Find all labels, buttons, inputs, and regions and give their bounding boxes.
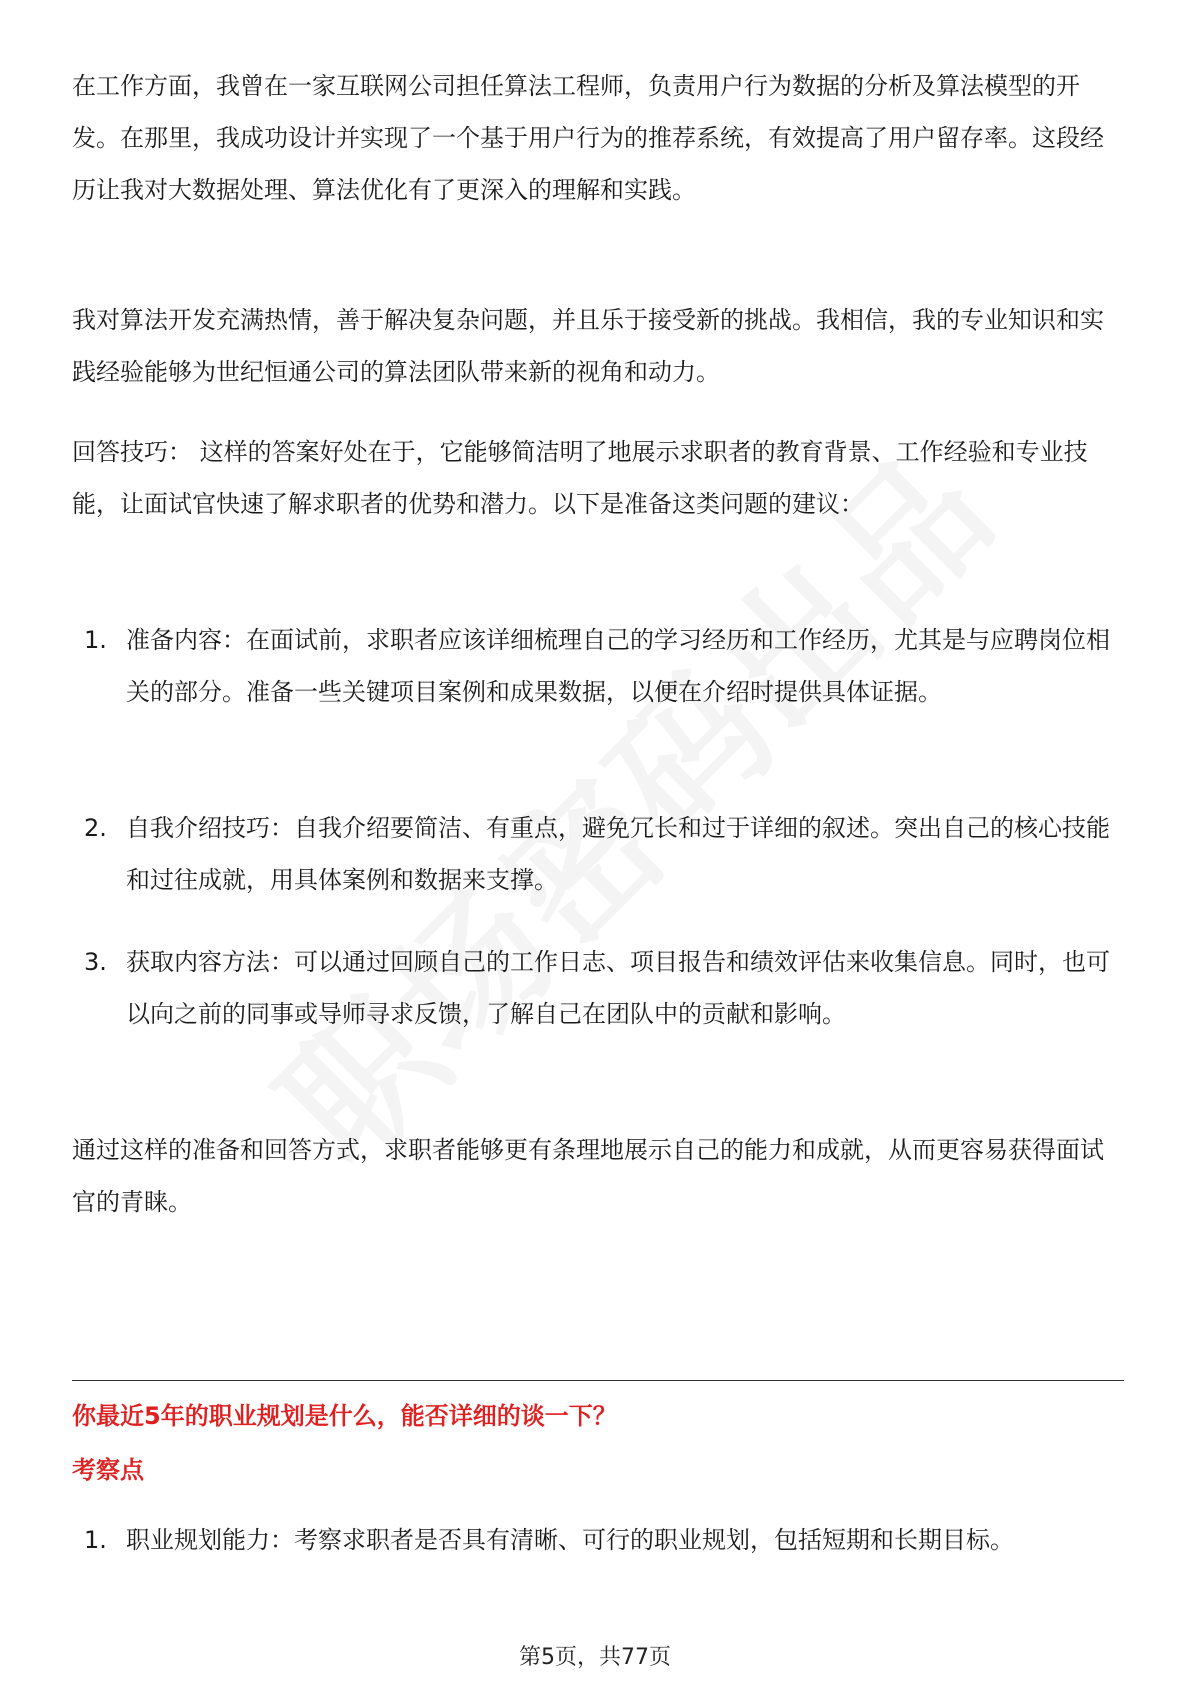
list-number: 1.: [84, 626, 107, 654]
list-text: 准备内容：在面试前，求职者应该详细梳理自己的学习经历和工作经历，尤其是与应聘岗位相关的部分。准备一些关键项目案例和成果数据，以便在介绍时提供具体证据。: [126, 626, 1110, 706]
paragraph-conclusion: 通过这样的准备和回答方式，求职者能够更有条理地展示自己的能力和成就，从而更容易获得面试官的青睐。: [72, 1136, 1104, 1216]
page-footer: 第5页，共77页: [519, 1645, 671, 1670]
paragraph-passion: 我对算法开发充满热情，善于解决复杂问题，并且乐于接受新的挑战。我相信，我的专业知识和实践经验能够为世纪恒通公司的算法团队带来新的视角和动力。: [72, 306, 1104, 386]
list-text: 职业规划能力：考察求职者是否具有清晰、可行的职业规划，包括短期和长期目标。: [126, 1526, 1014, 1554]
section-divider: [72, 1380, 1124, 1381]
list-number: 1.: [84, 1526, 107, 1554]
question-title: 你最近5年的职业规划是什么，能否详细的谈一下？: [72, 1402, 617, 1430]
list-number: 2.: [84, 814, 107, 842]
list-text: 自我介绍技巧：自我介绍要简洁、有重点，避免冗长和过于详细的叙述。突出自己的核心技能和过往成就，用具体案例和数据来支撑。: [126, 814, 1110, 894]
question-subtitle: 考察点: [72, 1456, 144, 1484]
list-text: 获取内容方法：可以通过回顾自己的工作日志、项目报告和绩效评估来收集信息。同时，也可以向之前的同事或导师寻求反馈，了解自己在团队中的贡献和影响。: [126, 948, 1110, 1028]
list-number: 3.: [84, 948, 107, 976]
paragraph-work-experience: 在工作方面，我曾在一家互联网公司担任算法工程师，负责用户行为数据的分析及算法模型的开发。在那里，我成功设计并实现了一个基于用户行为的推荐系统，有效提高了用户留存率。这段经历让我对大数据处理、算法优化有了更深入的理解和实践。: [72, 72, 1104, 204]
paragraph-answer-tips: 回答技巧： 这样的答案好处在于，它能够简洁明了地展示求职者的教育背景、工作经验和专业技能，让面试官快速了解求职者的优势和潜力。以下是准备这类问题的建议：: [72, 438, 1088, 518]
